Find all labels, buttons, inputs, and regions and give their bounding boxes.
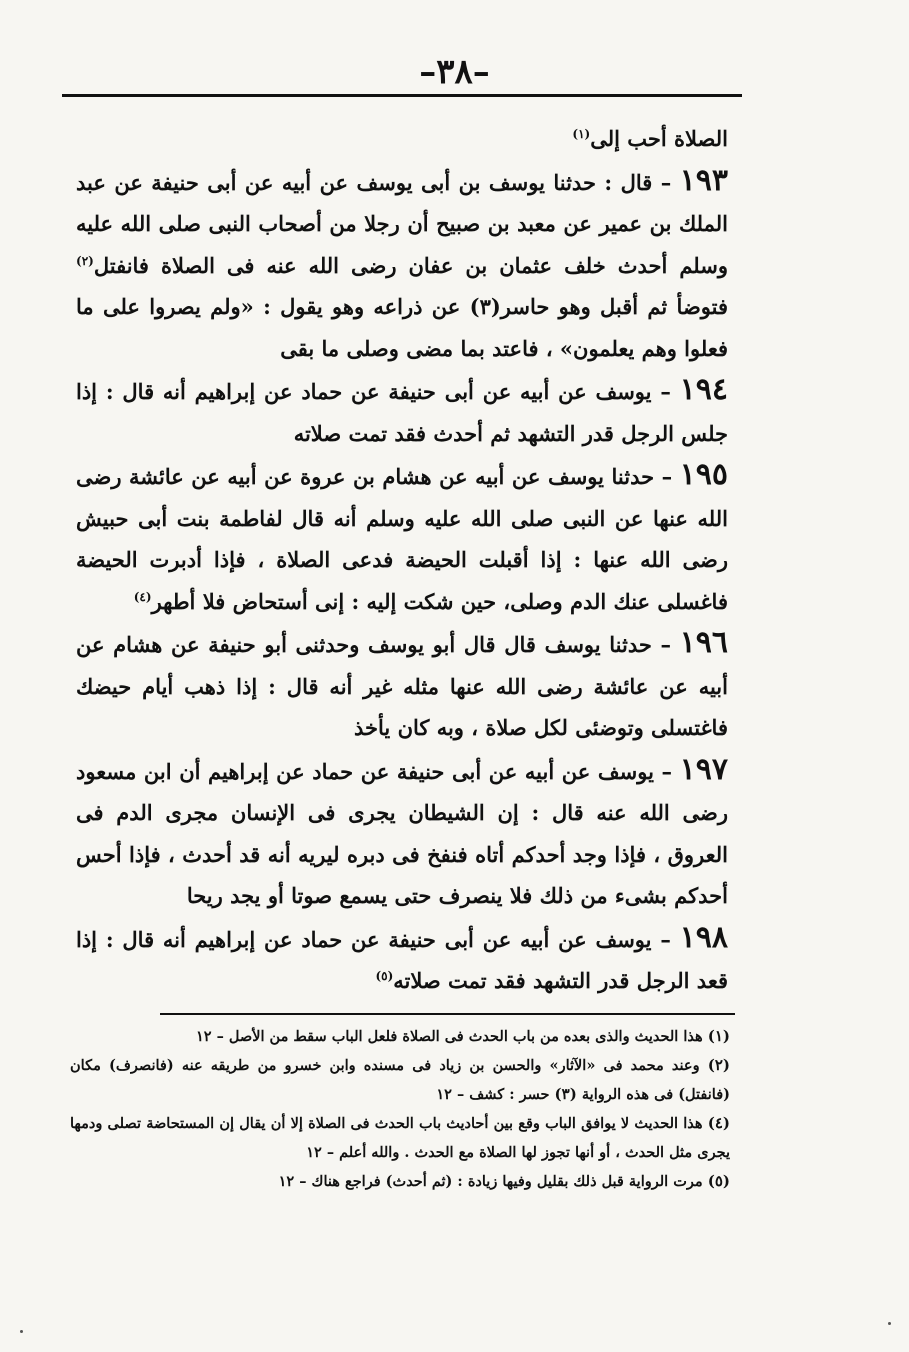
footnote-ref: (١) <box>572 127 591 141</box>
hadith-paragraph <box>76 369 728 454</box>
footnote-ref: (٢) <box>76 253 94 268</box>
footnote-number: (٤) <box>707 1114 730 1132</box>
paragraph-text-tail: فتوضأ ثم أقبل وهو حاسر(٣) عن ذراعه وهو يقول : «ولم يصروا على ما فعلوا وهم يعلمون» ، فاعتد بما مضى وصلى ما بقى <box>76 294 728 361</box>
main-text <box>76 118 728 1002</box>
footnotes <box>70 1022 730 1196</box>
footnote-number: (٢) <box>707 1056 730 1074</box>
footnote-ref: (٥) <box>375 969 394 983</box>
hadith-number: ١٩٦ <box>679 625 728 660</box>
footnote-text: هذا الحديث والذى بعده من باب الحدث فى الصلاة فلعل الباب سقط من الأصل – ١٢ <box>195 1028 708 1045</box>
paragraph-text: الصلاة أحب إلى <box>590 126 728 151</box>
footnote <box>70 1109 730 1167</box>
paragraph-text: – يوسف عن أبيه عن أبى حنيفة عن حماد عن إبراهيم أنه قال : إذا جلس الرجل قدر التشهد ثم أحدث فقد تمت صلاته <box>76 379 728 446</box>
hadith-paragraph <box>76 917 728 1002</box>
paragraph-continuation <box>76 118 728 160</box>
paragraph-text: – حدثنا يوسف قال قال أبو يوسف وحدثنى أبو حنيفة عن هشام عن أبيه عن عائشة رضى الله عنها مثله غير أنه قال : إذا ذهب أيام حيضك فاغتسلى وتوضئى لكل صلاة ، وبه كان يأخذ <box>76 632 728 740</box>
hadith-paragraph <box>76 622 728 749</box>
paragraph-text: – يوسف عن أبيه عن أبى حنيفة عن حماد عن إبراهيم أنه قال : إذا قعد الرجل قدر التشهد فقد تمت صلاته <box>76 926 728 993</box>
hadith-paragraph <box>76 160 728 370</box>
footnote <box>70 1022 730 1051</box>
footnote-separator <box>160 1013 735 1015</box>
header-rule <box>62 94 742 97</box>
hadith-number: ١٩٣ <box>679 162 728 198</box>
footnote-ref: (٤) <box>133 589 152 604</box>
footnote <box>70 1167 730 1196</box>
footnote-text: مرت الرواية قبل ذلك بقليل وفيها زيادة : (ثم أحدث) فراجع هناك – ١٢ <box>278 1173 708 1190</box>
footnote <box>70 1051 730 1109</box>
footnote-text: هذا الحديث لا يوافق الباب وقع بين أحاديث باب الحدث فى الصلاة إلا أن يقال إن المستحاضة تصلى ودمها يجرى مثل الحدث ، أو أنها تجوز لها الصلاة مع الحدث . والله أعلم – ١٢ <box>70 1115 730 1161</box>
page-number: –٣٨– <box>419 52 490 92</box>
paragraph-text: – حدثنا يوسف عن أبيه عن هشام بن عروة عن أبيه عن عائشة رضى الله عنها عن النبى صلى الله عليه وسلم أنه قال لفاطمة بنت أبى حبيش رضى الله عنها : إذا أقبلت الحيضة فدعى الصلاة ، فإذا أدبرت الحيضة فاغسلى عنك الدم وصلى، حين شكت إليه : إنى أستحاض فلا أطهر <box>76 464 728 614</box>
footnote-number: (٣) <box>554 1085 577 1103</box>
footnote-text: حسر : كشف – ١٢ <box>436 1086 555 1103</box>
footnote-text: وعند محمد فى «الآثار» والحسن بن زياد فى مسنده وابن خسرو من طريقه عنه (فانصرف) مكان (فانفتل) فى هذه الرواية <box>70 1057 730 1103</box>
hadith-paragraph <box>76 749 728 917</box>
scan-speck <box>888 1322 891 1325</box>
hadith-paragraph <box>76 454 728 622</box>
hadith-number: ١٩٤ <box>679 372 728 407</box>
paragraph-text: – يوسف عن أبيه عن أبى حنيفة عن حماد عن إبراهيم أن ابن مسعود رضى الله عنه قال : إن الشيطان يجرى فى الإنسان مجرى الدم فى العروق ، فإذا وجد أحدكم أتاه فنفخ فى دبره ليريه أنه قد أحدث ، فإذا أحس أحدكم بشىء من ذلك فلا ينصرف حتى يسمع صوتا أو يجد ريحا <box>76 758 728 908</box>
scan-speck <box>20 1330 23 1333</box>
hadith-number: ١٩٥ <box>679 457 728 492</box>
footnote-number: (٥) <box>707 1172 730 1190</box>
hadith-number: ١٩٧ <box>679 751 728 787</box>
page-header <box>0 52 909 92</box>
footnote-number: (١) <box>707 1027 730 1045</box>
paragraph-text: – قال : حدثنا يوسف بن أبى يوسف عن أبيه عن أبى حنيفة عن عبد الملك بن عمير عن معبد بن صبيح أن رجلا من أصحاب النبى صلى الله عليه وسلم أحدث خلف عثمان بن عفان رضى الله عنه فى الصلاة فانفتل <box>76 169 728 278</box>
hadith-number: ١٩٨ <box>679 919 728 955</box>
